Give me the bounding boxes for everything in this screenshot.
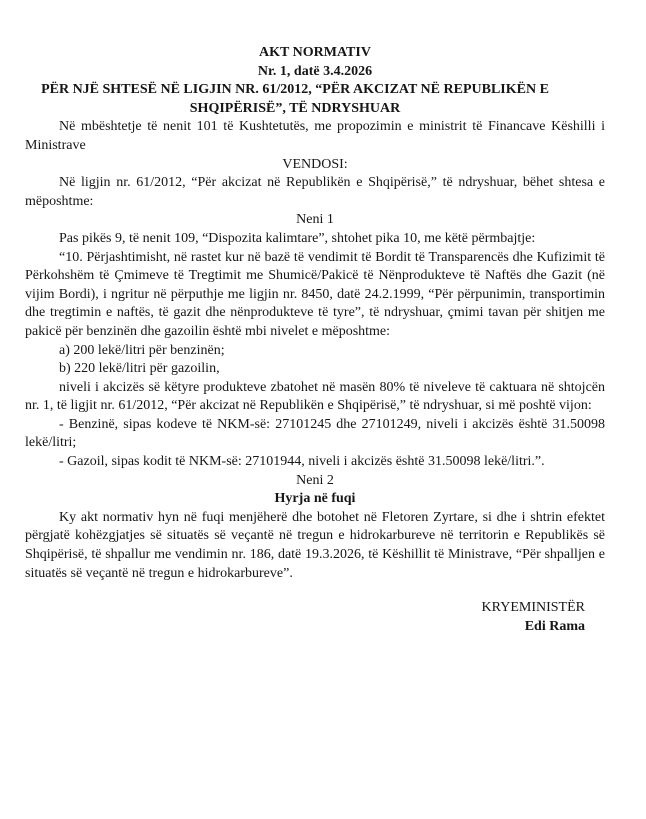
subject-heading: PËR NJË SHTESË NË LIGJIN NR. 61/2012, “PËR AKCIZAT NË REPUBLIKËN E SHQIPËRISË”, TË NDRYSHUAR	[41, 82, 549, 116]
article-1-paragraph: a) 200 lekë/litri për benzinën;	[59, 342, 225, 358]
signature-name: Edi Rama	[524, 618, 585, 634]
article-1-paragraph: b) 220 lekë/litri për gazoilin,	[59, 361, 220, 377]
article-1-paragraph: Pas pikës 9, të nenit 109, “Dispozita kalimtare”, shtohet pika 10, me këtë përmbajtje:	[59, 230, 536, 246]
article-1-paragraph: niveli i akcizës së këtyre produkteve zbatohet në masën 80% të niveleve të caktuara në shtojcën nr. 1, të ligjit nr. 61/2012, “Për akcizat në Republikën e Shqipërisë,” të ndryshuar, si më poshtë vijon:	[25, 379, 605, 414]
act-title: AKT NORMATIV	[259, 45, 371, 60]
article-2-heading: Neni 2	[296, 472, 334, 488]
signature-title: KRYEMINISTËR	[481, 600, 585, 616]
article-1-heading: Neni 1	[296, 212, 334, 228]
article-2-subheading: Hyrja në fuqi	[274, 491, 356, 507]
act-number-date: Nr. 1, datë 3.4.2026	[257, 63, 373, 79]
intro-paragraph: Në ligjin nr. 61/2012, “Për akcizat në Republikën e Shqipërisë,” të ndryshuar, bëhet shtesa e mëposhtme:	[25, 175, 605, 209]
article-1-paragraph: - Gazoil, sipas kodit të NKM-së: 27101944, niveli i akcizës është 31.50098 lekë/litri.”.	[59, 454, 545, 470]
article-1-paragraph: - Benzinë, sipas kodeve të NKM-së: 27101245 dhe 27101249, niveli i akcizës është 31.50098 lekë/litri;	[25, 416, 605, 451]
act-title-block	[25, 44, 605, 81]
preamble-paragraph: Në mbështetje të nenit 101 të Kushtetutës, me propozimin e ministrit të Financave Këshilli i Ministrave	[25, 119, 605, 153]
article-1-paragraph: “10. Përjashtimisht, në rastet kur në bazë të vendimit të Bordit të Transparencës dhe Kufizimit të Përkohshëm të Çmimeve të Tregtimit me Shumicë/Pakicë të Nënprodukteve të Naftës dhe Gazit (në vijim Bordi), i ngritur në përputhje me ligjin nr. 8450, datë 24.2.1999, “Për përpunimin, transportimin dhe tregtimin e naftës, të gazit dhe nënprodukteve të tyre”, të ndryshuar, çmimi tavan për shitjen me pakicë për benzinën dhe gazoilin është mbi nivelet e mëposhtme:	[25, 249, 605, 339]
decision-word: VENDOSI:	[282, 156, 348, 172]
article-2-paragraph: Ky akt normativ hyn në fuqi menjëherë dhe botohet në Fletoren Zyrtare, si dhe i shtrin efektet përgjatë kohëzgjatjes së situatës së veçantë në tregun e hidrokarbureve në territorin e Republikës së Shqipërisë, të shpallur me vendimin nr. 186, datë 19.3.2026, të Këshillit të Ministrave, “Për shpalljen e situatës së veçantë në tregun e hidrokarbureve”.	[25, 509, 605, 581]
signature-block	[25, 599, 605, 636]
